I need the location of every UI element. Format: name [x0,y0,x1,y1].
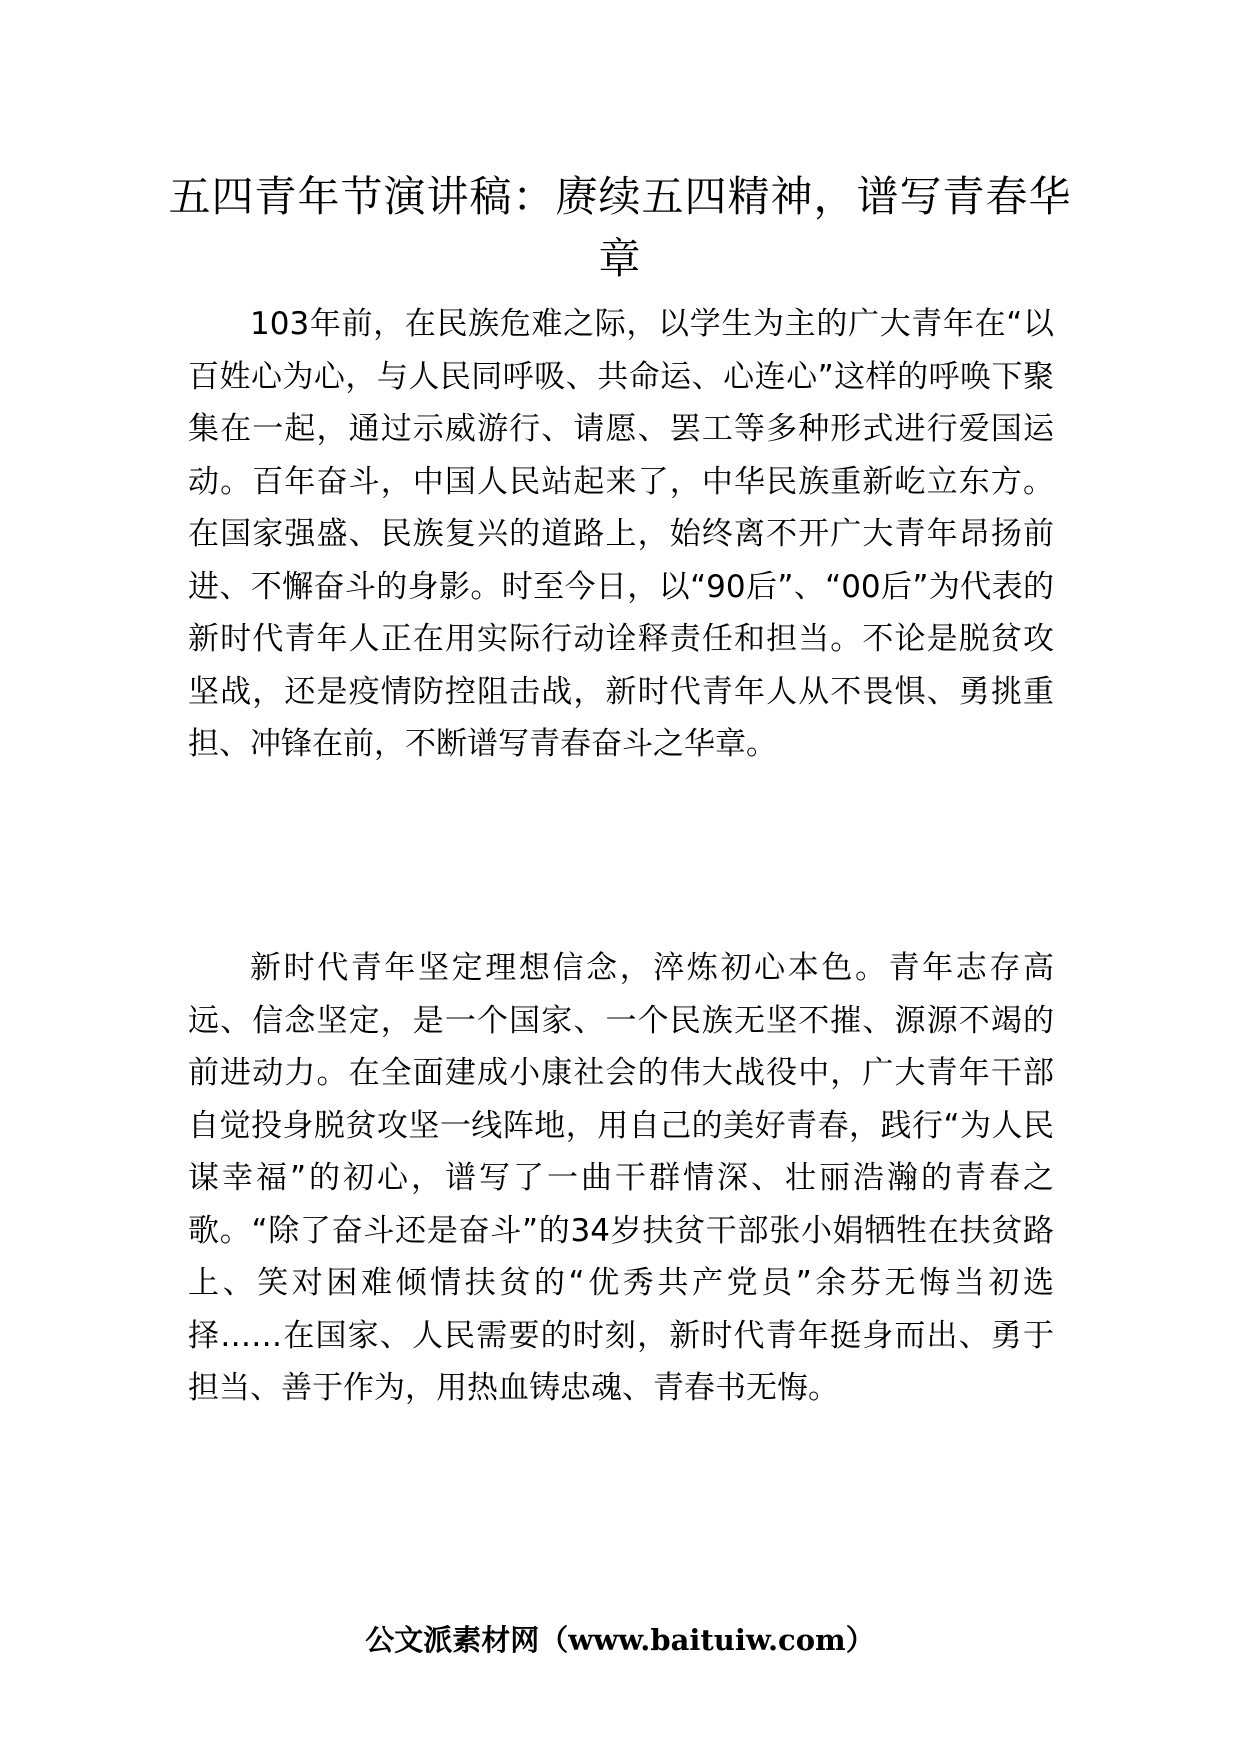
body-paragraph-2: 新时代青年坚定理想信念，淬炼初心本色。青年志存高远、信念坚定，是一个国家、一个民族无坚不摧、源源不竭的前进动力。在全面建成小康社会的伟大战役中，广大青年干部自觉投身脱贫攻坚一线阵地，用自己的美好青春，践行“为人民谋幸福”的初心，谱写了一曲干群情深、壮丽浩瀚的青春之歌。“除了奋斗还是奋斗”的34岁扶贫干部张小娟牺牲在扶贫路上、笑对困难倾情扶贫的“优秀共产党员”余芬无悔当初选择……在国家、人民需要的时刻，新时代青年挺身而出、勇于担当、善于作为，用热血铸忠魂、青春书无悔。 [188,950,1054,1406]
document-title: 五四青年节演讲稿：赓续五四精神，谱写青春华章 [168,172,1072,283]
body-paragraph-1: 103年前，在民族危难之际，以学生为主的广大青年在“以百姓心为心，与人民同呼吸、共命运、心连心”这样的呼唤下聚集在一起，通过示威游行、请愿、罢工等多种形式进行爱国运动。百年奋斗，中国人民站起来了，中华民族重新屹立东方。在国家强盛、民族复兴的道路上，始终离不开广大青年昂扬前进、不懈奋斗的身影。时至今日，以“90后”、“00后”为代表的新时代青年人正在用实际行动诠释责任和担当。不论是脱贫攻坚战，还是疫情防控阻击战，新时代青年人从不畏惧、勇挑重担、冲锋在前，不断谱写青春奋斗之华章。 [188,306,1054,762]
source-footer: 公文派素材网（www.baituiw.com） [365,1623,875,1657]
